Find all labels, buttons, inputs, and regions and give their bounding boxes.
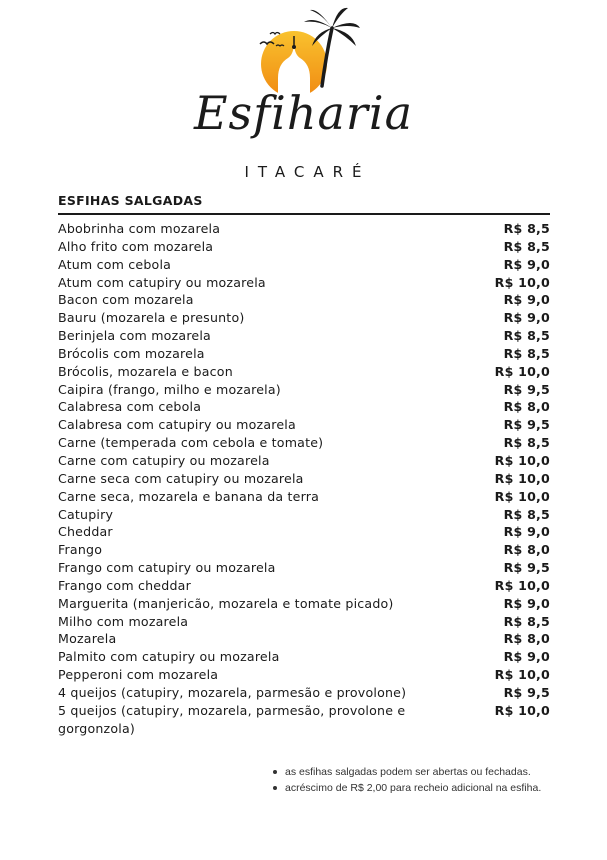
item-name: Abobrinha com mozarela	[58, 221, 221, 236]
menu-item	[58, 363, 550, 381]
menu-item	[58, 416, 550, 434]
item-price: R$ 9,0	[503, 256, 550, 272]
menu-item	[58, 291, 550, 309]
item-price: R$ 8,0	[503, 542, 550, 558]
item-name: Brócolis com mozarela	[58, 345, 205, 361]
menu-item	[58, 238, 550, 256]
menu-item	[58, 274, 550, 292]
menu-item	[58, 452, 550, 470]
item-name: Calabresa com catupiry ou mozarela	[58, 417, 296, 433]
item-name: Brócolis, mozarela e bacon	[58, 363, 233, 379]
item-name: Milho com mozarela	[58, 613, 189, 629]
item-price: R$ 8,5	[503, 328, 550, 344]
item-price: R$ 8,5	[503, 238, 550, 254]
note-item: as esfihas salgadas podem ser abertas ou fechadas.	[271, 764, 571, 780]
item-name: Carne seca, mozarela e banana da terra	[58, 488, 320, 504]
menu-item	[58, 648, 550, 666]
item-price: R$ 8,0	[503, 399, 550, 415]
menu-item	[58, 506, 550, 524]
item-name: Pepperoni com mozarela	[58, 667, 219, 683]
menu-item	[58, 256, 550, 274]
item-name: Frango com catupiry ou mozarela	[58, 560, 276, 576]
menu-item	[58, 666, 550, 684]
menu-item	[58, 381, 550, 399]
menu-item	[58, 541, 550, 559]
menu-item	[58, 488, 550, 506]
item-price: R$ 8,5	[503, 435, 550, 451]
menu-item	[58, 398, 550, 416]
section-divider	[58, 213, 550, 215]
menu-item	[58, 220, 550, 238]
brand-logo	[0, 0, 607, 190]
item-price: R$ 9,5	[503, 417, 550, 433]
item-price: R$ 10,0	[494, 470, 550, 486]
item-name: Carne seca com catupiry ou mozarela	[58, 470, 304, 486]
item-price: R$ 9,0	[503, 310, 550, 326]
item-price: R$ 10,0	[494, 488, 550, 504]
item-price: R$ 9,0	[503, 595, 550, 611]
menu-item	[58, 630, 550, 648]
item-price: R$ 8,5	[503, 506, 550, 522]
menu-item	[58, 613, 550, 631]
menu-item	[58, 523, 550, 541]
item-price: R$ 10,0	[494, 452, 550, 468]
menu-item	[58, 434, 550, 452]
item-price: R$ 10,0	[494, 667, 550, 683]
item-price: R$ 9,5	[503, 560, 550, 576]
item-price: R$ 8,5	[503, 221, 550, 236]
menu-item	[58, 470, 550, 488]
item-price: R$ 10,0	[494, 577, 550, 593]
menu-list	[58, 220, 550, 737]
item-name: Calabresa com cebola	[58, 399, 202, 415]
item-name: Alho frito com mozarela	[58, 238, 214, 254]
menu-item	[58, 577, 550, 595]
brand-location: ITACARÉ	[244, 163, 371, 181]
menu-item	[58, 345, 550, 363]
item-name: Catupiry	[58, 506, 114, 522]
item-name: Atum com cebola	[58, 256, 172, 272]
menu-item	[58, 327, 550, 345]
notes-list	[271, 764, 571, 796]
item-name: 5 queijos (catupiry, mozarela, parmesão, provolone e gorgonzola)	[58, 702, 406, 736]
item-price: R$ 9,5	[503, 684, 550, 700]
menu-item	[58, 684, 550, 702]
menu-item	[58, 702, 550, 738]
item-name: Bacon com mozarela	[58, 292, 194, 308]
section-title: ESFIHAS SALGADAS	[58, 193, 203, 208]
item-price: R$ 9,0	[503, 292, 550, 308]
item-name: Atum com catupiry ou mozarela	[58, 274, 266, 290]
item-name: Cheddar	[58, 524, 113, 540]
item-price: R$ 10,0	[494, 363, 550, 379]
item-price: R$ 9,5	[503, 381, 550, 397]
item-name: Palmito com catupiry ou mozarela	[58, 649, 280, 665]
item-name: Carne com catupiry ou mozarela	[58, 452, 270, 468]
item-price: R$ 8,5	[503, 345, 550, 361]
item-price: R$ 10,0	[494, 702, 550, 718]
item-price: R$ 9,0	[503, 649, 550, 665]
item-name: Berinjela com mozarela	[58, 328, 211, 344]
item-price: R$ 9,0	[503, 524, 550, 540]
menu-item	[58, 559, 550, 577]
item-name: Caipira (frango, milho e mozarela)	[58, 381, 281, 397]
item-name: Mozarela	[58, 631, 117, 647]
item-price: R$ 10,0	[494, 274, 550, 290]
item-name: Frango	[58, 542, 103, 558]
item-name: Marguerita (manjericão, mozarela e tomate picado)	[58, 595, 394, 611]
item-price: R$ 8,5	[503, 613, 550, 629]
item-name: Bauru (mozarela e presunto)	[58, 310, 245, 326]
item-name: Frango com cheddar	[58, 577, 191, 593]
menu-item	[58, 595, 550, 613]
item-name: 4 queijos (catupiry, mozarela, parmesão e provolone)	[58, 684, 407, 700]
item-name: Carne (temperada com cebola e tomate)	[58, 435, 324, 451]
brand-name: Esfiharia	[193, 86, 414, 140]
item-price: R$ 8,0	[503, 631, 550, 647]
note-item: acréscimo de R$ 2,00 para recheio adicional na esfiha.	[271, 780, 571, 796]
menu-item	[58, 309, 550, 327]
